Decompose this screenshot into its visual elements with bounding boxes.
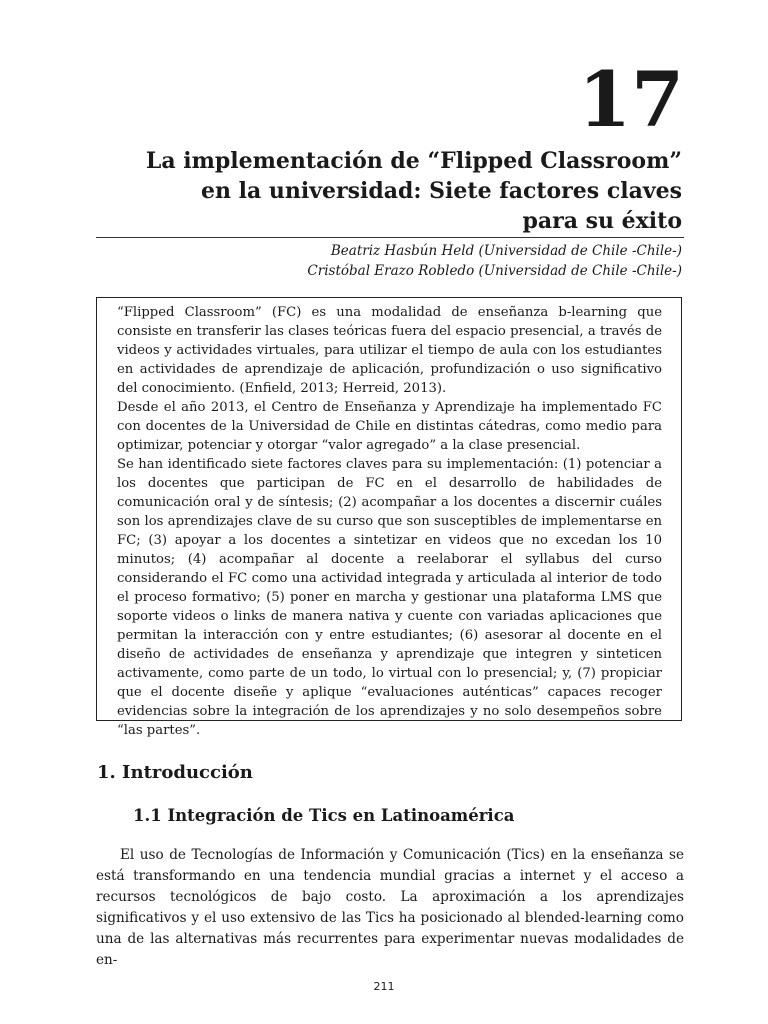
title-rule — [96, 237, 684, 238]
authors — [307, 241, 682, 281]
chapter-title — [82, 146, 682, 236]
title-line: La implementación de “Flipped Classroom” — [145, 148, 682, 174]
abstract-paragraph: Desde el año 2013, el Centro de Enseñanza y Aprendizaje ha implementado FC con docentes de la Universidad de Chile en distintas cátedras, como medio para optimizar, potenciar y otorgar “valor agregado” a la clase presencial. — [117, 400, 662, 453]
abstract-paragraph: “Flipped Classroom” (FC) es una modalidad de enseñanza b-learning que consiste en transferir las clases teóricas fuera del espacio presencial, a través de videos y actividades virtuales, para utilizar el tiempo de aula con los estudiantes en actividades de aprendizaje de aplicación, profundización o uso significativo del conocimiento. (Enfield, 2013; Herreid, 2013). — [117, 305, 662, 396]
abstract-paragraph: Se han identificado siete factores claves para su implementación: (1) potenciar a los docentes que participan de FC en el desarrollo de habilidades de comunicación oral y de síntesis; (2) acompañar a los docentes a discernir cuáles son los aprendizajes clave de su curso que son susceptibles de implementarse en FC; (3) apoyar a los docentes a sintetizar en videos que no excedan los 10 minutos; (4) acompañar al docente a reelaborar el syllabus del curso considerando el FC como una actividad integrada y articulada al interior de todo el proceso formativo; (5) poner en marcha y gestionar una plataforma LMS que soporte videos o links de manera nativa y cuente con variadas aplicaciones que permitan la interacción con y entre estudiantes; (6) asesorar al docente en el diseño de actividades de enseñanza y aprendizaje que integren y sinteticen activamente, como parte de un todo, lo virtual con lo presencial; y, (7) propiciar que el docente diseñe y aplique “evaluaciones auténticas” capaces recoger evidencias sobre la integración de los aprendizajes y no solo desempeños sobre “las partes”. — [117, 457, 662, 738]
page-number: 211 — [373, 980, 395, 993]
chapter-number: 17 — [578, 55, 684, 144]
subsection-heading: 1.1 Integración de Tics en Latinoamérica — [133, 806, 515, 825]
abstract-box — [96, 297, 682, 738]
body-paragraph: El uso de Tecnologías de Información y Comunicación (Tics) en la enseñanza se está transformando en una tendencia mundial gracias a internet y el acceso a recursos tecnológicos de bajo costo. La aproximación a los aprendizajes significativos y el uso extensivo de las Tics ha posicionado al blended-learning como una de las alternativas más recurrentes para experimentar nuevas modalidades de en- — [96, 847, 684, 968]
title-line: para su éxito — [522, 208, 682, 234]
title-line: en la universidad: Siete factores claves — [200, 178, 682, 204]
author-line: Cristóbal Erazo Robledo (Universidad de Chile -Chile-) — [307, 263, 682, 279]
section-heading: 1. Introducción — [97, 762, 253, 783]
author-line: Beatriz Hasbún Held (Universidad de Chile -Chile-) — [330, 243, 682, 259]
